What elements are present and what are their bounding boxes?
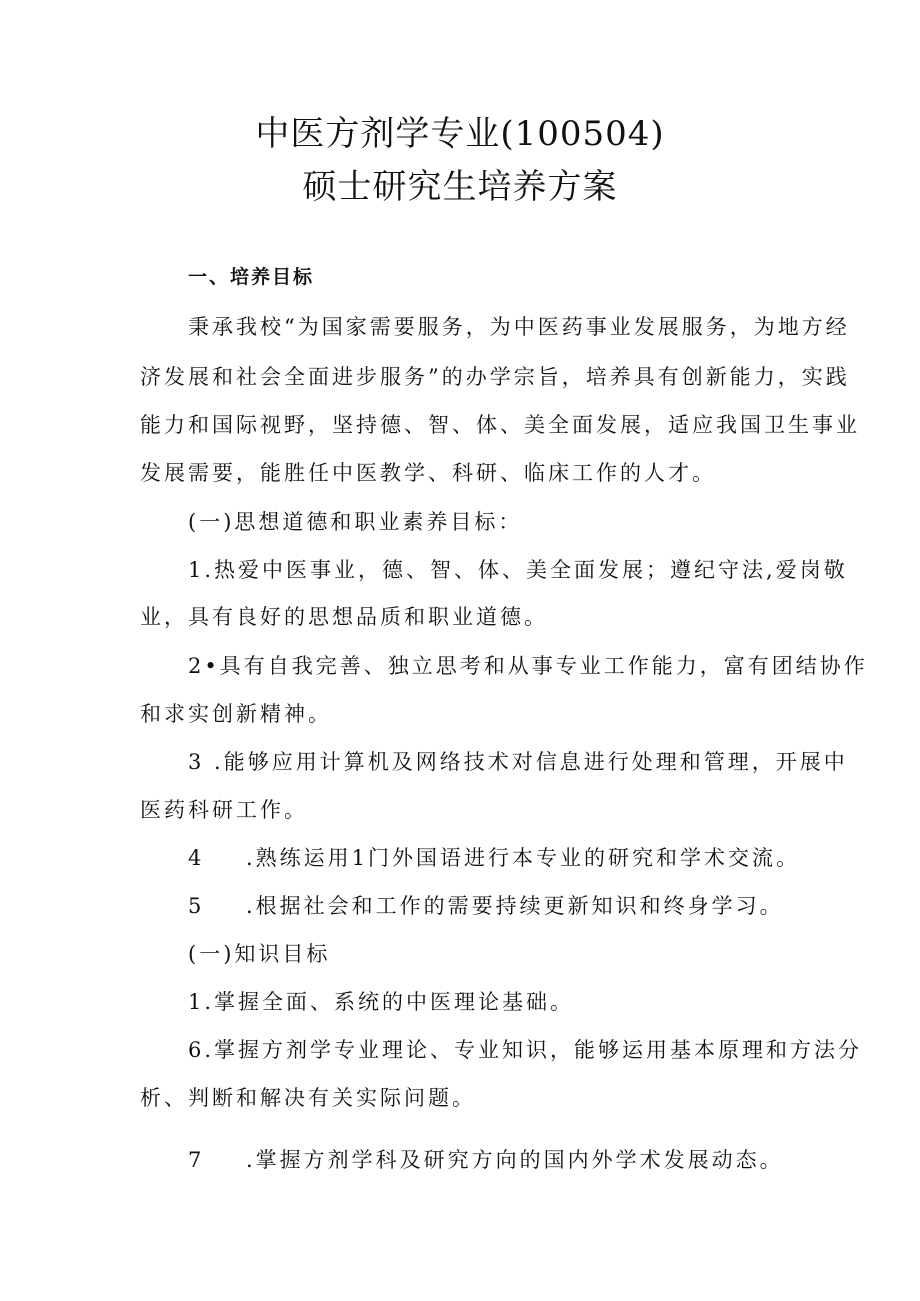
list-item-number: 4	[188, 846, 205, 870]
paragraph-line: 发展需要，能胜任中医教学、科研、临床工作的人才。	[140, 461, 716, 485]
list-item-line: 1.热爱中医事业，德、智、体、美全面发展；遵纪守法,爱岗敬	[188, 558, 848, 582]
paragraph-line: 秉承我校“为国家需要服务，为中医药事业发展服务，为地方经	[188, 315, 850, 339]
list-item-7	[188, 1150, 784, 1171]
list-item-line: 和求实创新精神。	[140, 702, 332, 726]
list-item-line: 2•具有自我完善、独立思考和从事专业工作能力，富有团结协作	[188, 654, 868, 678]
list-item-line: 医药科研工作。	[140, 798, 308, 822]
document-title-line-1: 中医方剂学专业(100504)	[255, 114, 665, 154]
list-item-line: 3 .能够应用计算机及网络技术对信息进行处理和管理，开展中	[188, 750, 848, 774]
subsection-heading-ethics: (一)思想道德和职业素养目标：	[188, 510, 523, 534]
list-item-4	[188, 848, 800, 869]
list-item-text: .熟练运用1门外国语进行本专业的研究和学术交流。	[246, 846, 801, 870]
section-heading-training-goals: 一、培养目标	[188, 266, 315, 288]
list-item-number: 7	[188, 1148, 205, 1172]
paragraph-line: 济发展和社会全面进步服务”的办学宗旨，培养具有创新能力，实践	[140, 365, 850, 389]
document-title-line-2: 硕士研究生培养方案	[302, 167, 618, 207]
list-item-5	[188, 896, 784, 917]
list-item-text: .根据社会和工作的需要持续更新知识和终身学习。	[246, 894, 784, 918]
subsection-heading-knowledge: (一)知识目标	[188, 942, 331, 966]
paragraph-line: 能力和国际视野，坚持德、智、体、美全面发展，适应我国卫生事业	[140, 413, 860, 437]
list-item-line: 1.掌握全面、系统的中医理论基础。	[188, 990, 575, 1014]
list-item-line: 析、判断和解决有关实际问题。	[140, 1086, 476, 1110]
list-item-text: .掌握方剂学科及研究方向的国内外学术发展动态。	[246, 1148, 784, 1172]
list-item-line: 业，具有良好的思想品质和职业道德。	[140, 605, 548, 629]
list-item-line: 6.掌握方剂学专业理论、专业知识，能够运用基本原理和方法分	[188, 1038, 863, 1062]
list-item-number: 5	[188, 894, 205, 918]
